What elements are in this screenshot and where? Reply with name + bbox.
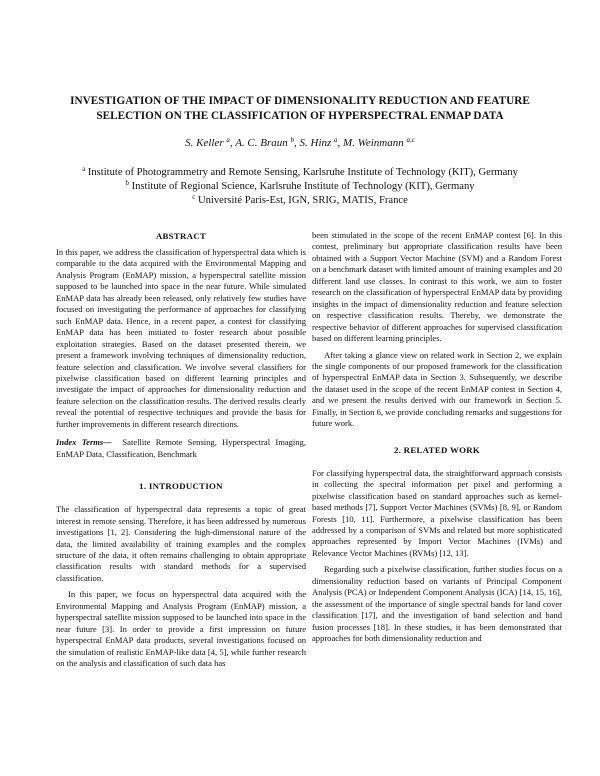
introduction-paragraph: In this paper, we focus on hyperspectral data acquired with the Environmental Mapping and Analysis Program (EnMAP) mission, a hyperspectral satellite mission supposed to be launched into space in the near future [3]. In order to provide a first impression on future hyperspectral EnMAP data products, several investigations focused on the simulation of realistic EnMAP-like data [4, 5], while further research on the analysis and classification of such data has [56,589,306,669]
author-sup: a,c [406,136,415,144]
left-column [56,230,306,670]
title-line-1: INVESTIGATION OF THE IMPACT OF DIMENSIONALITY REDUCTION AND FEATURE [70,95,530,107]
affiliation-line [30,180,570,194]
author-name: A. C. Braun [235,137,288,149]
index-terms-text: Satellite Remote Sensing, Hyperspectral Imaging, EnMAP Data, Classification, Benchmark [56,437,306,459]
affiliation-text: Université Paris-Est, IGN, SRIG, MATIS, France [197,194,408,206]
paper-title [40,94,560,124]
author-sup: a [334,136,338,144]
affiliation-line [30,194,570,208]
abstract-heading: ABSTRACT [155,231,207,241]
affiliation-sup: b [125,178,129,187]
related-work-paragraph: Regarding such a pixelwise classification, further studies focus on a dimensionality reduction based on variants of Principal Component Analysis (PCA) or Independent Component Analysis (ICA) [14, 15, 16], the assessment of the importance of single spectral bands for land cover classification [17], and the investigation of band selection and band fusion processes [18]. In these studies, it has been demonstrated that approaches for both dimensionality reduction and [312,564,562,644]
related-work-paragraph: For classifying hyperspectral data, the straightforward approach consists in collecting the spectral information per pixel and performing a pixelwise classification based on standard approaches such as kernel-based methods [7], Support Vector Machines (SVMs) [8, 9], or Random Forests [10, 11]. Furthermore, a pixelwise classification has been addressed by a comparison of SVMs and related but more sophisticated approaches represented by Import Vector Machines (IVMs) and Relevance Vector Machines (RVMs) [12, 13]. [312,467,562,558]
author-name: S. Keller [185,137,224,149]
abstract-text: In this paper, we address the classification of hyperspectral data which is comparable to the data acquired with the Environmental Mapping and Analysis Program (EnMAP) mission, a hyperspectral satellite mission supposed to be launched into space in the near future. While simulated EnMAP data has already been released, only relatively few studies have focused on investigating the performance of approaches for classifying such EnMAP data. Hence, in a recent paper, a contest for classifying EnMAP data has been initiated to foster research about possible exploitation strategies. Based on the dataset presented therein, we present a framework involving techniques of dimensionality reduction, feature selection and classification. We involve several classifiers for pixelwise classification based on different learning principles and investigate the impact of approaches for dimensionality reduction and feature selection on the classification results. The derived results clearly reveal the potential of respective techniques and provide the basis for further improvements in different research directions. [56,247,306,429]
affiliation-sup: c [192,192,196,201]
affiliations [30,166,570,207]
affiliation-sup: a [82,165,86,173]
title-line-2: SELECTION ON THE CLASSIFICATION OF HYPERSPECTRAL ENMAP DATA [96,110,504,122]
author-list [40,136,560,150]
affiliation-text: Institute of Photogrammetry and Remote Sensing, Karlsruhe Institute of Technology (KIT), Germany [87,167,518,178]
introduction-paragraph: The classification of hyperspectral data represents a topic of great interest in remote sensing. Therefore, it has been addressed by numerous investigations [1, 2]. Considering the high-dimensional nature of the data, the limited availability of training examples and the complex structure of the data, it often remains challenging to obtain appropriate classification results with standard methods for a supervised classification. [56,504,306,583]
index-terms [56,437,306,460]
author-sup: b [290,136,295,144]
affiliation-text: Institute of Regional Science, Karlsruhe Institute of Technology (KIT), Germany [131,180,475,192]
affiliation-line [30,166,570,180]
author-name: M. Weinmann [343,137,404,149]
author-sup: a [226,136,230,144]
introduction-continued-paragraph: been stimulated in the scope of the recent EnMAP contest [6]. In this contest, preliminary but appropriate classification results have been obtained with a Support Vector Machine (SVM) and a Random Forest on a benchmark dataset with limited amount of training examples and 20 different land use classes. In contrast to this work, we aim to foster research on the classification of hyperspectral EnMAP data by providing insights in the impact of dimensionality reduction and feature selection on respective classification results. Thereby, we demonstrate the respective behavior of different approaches for supervised classification based on different learning principles. [312,230,562,344]
index-terms-label: Index Terms— [56,437,112,448]
right-column [312,230,562,645]
author-separator: , [294,137,300,149]
introduction-paragraph: After taking a glance view on related work in Section 2, we explain the single components of our proposed framework for the classification of hyperspectral EnMAP data in Section 3. Subsequently, we describe the dataset used in the scope of the recent EnMAP contest in Section 4, and we present the results derived with our framework in Section 5. Finally, in Section 6, we provide concluding remarks and suggestions for future work. [312,349,562,429]
author-name: S. Hinz [299,137,332,149]
introduction-heading: 1. INTRODUCTION [139,481,223,492]
author-separator: , [229,137,236,149]
related-work-heading: 2. RELATED WORK [393,444,481,455]
author-separator: , [337,137,344,149]
